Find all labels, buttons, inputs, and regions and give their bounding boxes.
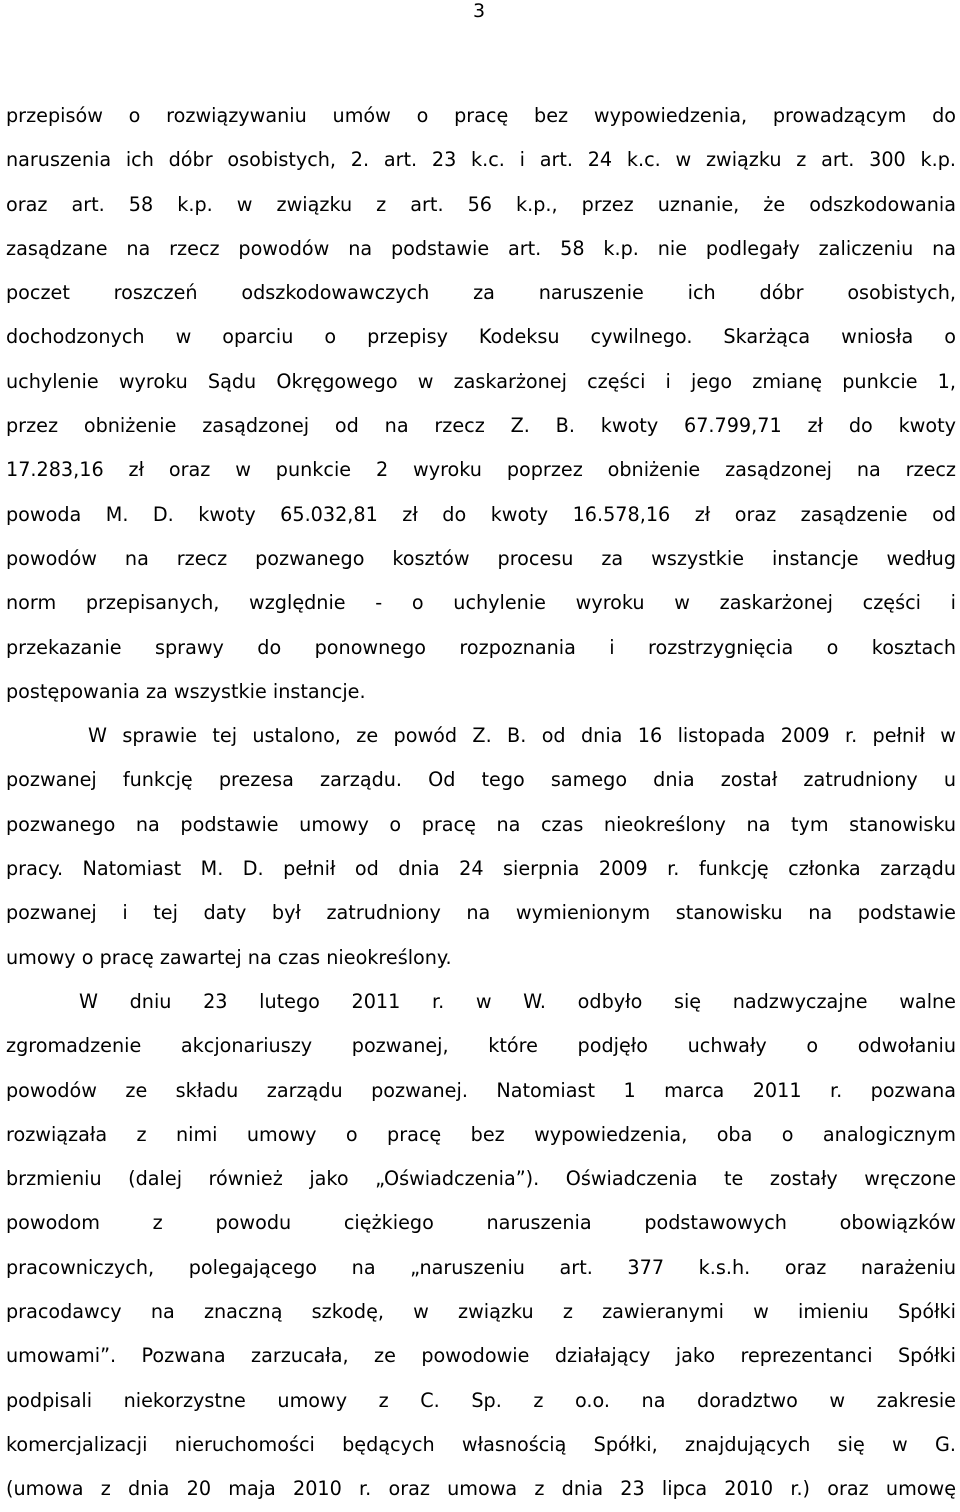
text-line: postępowania za wszystkie instancje. bbox=[6, 679, 366, 703]
text-line: przez obniżenie zasądzonej od na rzecz Z. B. kwoty 67.799,71 zł do kwoty bbox=[6, 414, 956, 438]
text-line: pozwanej i tej daty był zatrudniony na wymienionym stanowisku na podstawie bbox=[6, 901, 956, 925]
text-line: powodom z powodu ciężkiego naruszenia podstawowych obowiązków bbox=[6, 1211, 956, 1235]
text-line: (umowa z dnia 20 maja 2010 r. oraz umowa z dnia 23 lipca 2010 r.) oraz umowę bbox=[6, 1477, 956, 1501]
text-line: powodów ze składu zarządu pozwanej. Natomiast 1 marca 2011 r. pozwana bbox=[6, 1078, 956, 1102]
text-line: poczet roszczeń odszkodowawczych za naruszenie ich dóbr osobistych, bbox=[6, 281, 956, 305]
text-line: rozwiązała z nimi umowy o pracę bez wypowiedzenia, oba o analogicznym bbox=[6, 1122, 956, 1146]
text-line: umowy o pracę zawartej na czas nieokreślony. bbox=[6, 945, 452, 969]
text-line: zasądzane na rzecz powodów na podstawie art. 58 k.p. nie podlegały zaliczeniu na bbox=[6, 236, 956, 260]
text-line: powoda M. D. kwoty 65.032,81 zł do kwoty 16.578,16 zł oraz zasądzenie od bbox=[6, 502, 956, 526]
text-line: zgromadzenie akcjonariuszy pozwanej, które podjęło uchwały o odwołaniu bbox=[6, 1034, 956, 1058]
text-line: pozwanej funkcję prezesa zarządu. Od tego samego dnia został zatrudniony u bbox=[6, 768, 956, 792]
text-line: uchylenie wyroku Sądu Okręgowego w zaskarżonej części i jego zmianę punkcie 1, bbox=[6, 369, 956, 393]
text-line: W dniu 23 lutego 2011 r. w W. odbyło się nadzwyczajne walne bbox=[79, 989, 956, 1013]
text-line: 17.283,16 zł oraz w punkcie 2 wyroku poprzez obniżenie zasądzonej na rzecz bbox=[6, 458, 956, 482]
text-line: podpisali niekorzystne umowy z C. Sp. z o.o. na doradztwo w zakresie bbox=[6, 1388, 956, 1412]
text-line: przepisów o rozwiązywaniu umów o pracę bez wypowiedzenia, prowadzącym do bbox=[6, 104, 956, 127]
text-line: pracowniczych, polegającego na „naruszeniu art. 377 k.s.h. oraz narażeniu bbox=[6, 1255, 956, 1279]
text-line: dochodzonych w oparciu o przepisy Kodeksu cywilnego. Skarżąca wniosła o bbox=[6, 325, 956, 349]
text-line: pracodawcy na znaczną szkodę, w związku z zawieranymi w imieniu Spółki bbox=[6, 1300, 956, 1324]
text-line: naruszenia ich dóbr osobistych, 2. art. 23 k.c. i art. 24 k.c. w związku z art. 300 k.p. bbox=[6, 148, 956, 172]
text-line: powodów na rzecz pozwanego kosztów procesu za wszystkie instancje według bbox=[6, 546, 956, 570]
text-line: norm przepisanych, względnie - o uchylenie wyroku w zaskarżonej części i bbox=[6, 591, 956, 615]
text-line: oraz art. 58 k.p. w związku z art. 56 k.p., przez uznanie, że odszkodowania bbox=[6, 192, 956, 216]
text-line: umowami”. Pozwana zarzucała, ze powodowie działający jako reprezentanci Spółki bbox=[6, 1344, 956, 1368]
text-line: pracy. Natomiast M. D. pełnił od dnia 24 sierpnia 2009 r. funkcję członka zarządu bbox=[6, 857, 956, 881]
text-line: W sprawie tej ustalono, ze powód Z. B. od dnia 16 listopada 2009 r. pełnił w bbox=[88, 724, 956, 748]
text-line: pozwanego na podstawie umowy o pracę na czas nieokreślony na tym stanowisku bbox=[6, 812, 956, 836]
text-line: brzmieniu (dalej również jako „Oświadczenia”). Oświadczenia te zostały wręczone bbox=[6, 1167, 956, 1191]
text-line: komercjalizacji nieruchomości będących własnością Spółki, znajdujących się w G. bbox=[6, 1432, 956, 1456]
page-number-text: 3 bbox=[473, 0, 486, 22]
document-body bbox=[6, 94, 956, 1512]
text-line: przekazanie sprawy do ponownego rozpoznania i rozstrzygnięcia o kosztach bbox=[6, 635, 956, 659]
